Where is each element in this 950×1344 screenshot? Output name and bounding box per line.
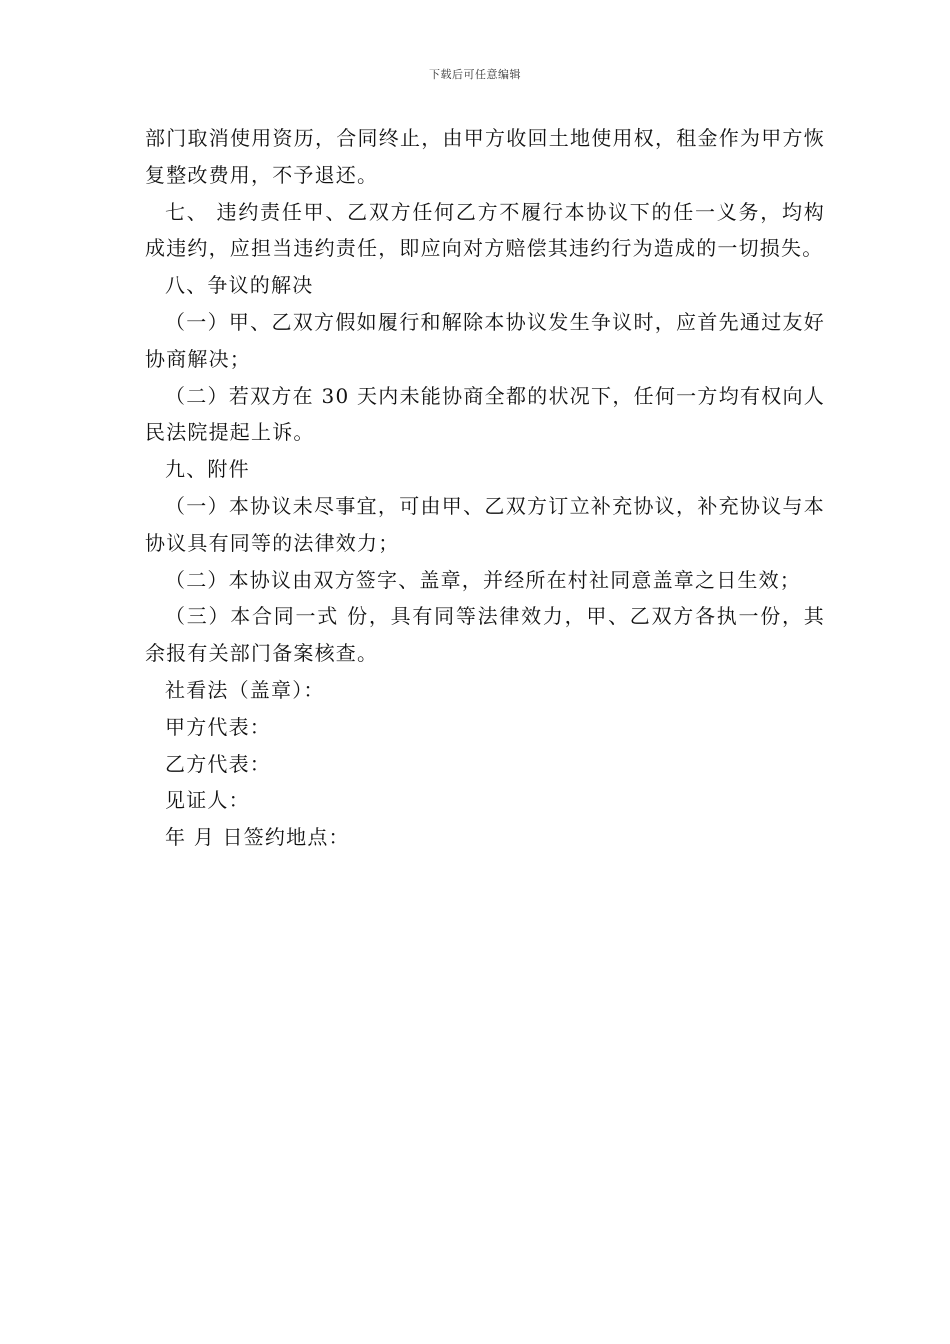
paragraph-dispute-lawsuit: （二）若双方在 30 天内未能协商全都的状况下，任何一方均有权向人民法院提起上诉。 — [145, 383, 825, 445]
section-heading-annex: 九、附件 — [165, 457, 250, 482]
signature-witness: 见证人： — [165, 788, 250, 813]
paragraph-dispute-negotiation: （一）甲、乙双方假如履行和解除本协议发生争议时，应首先通过友好协商解决； — [145, 309, 825, 371]
section-heading-dispute: 八、争议的解决 — [165, 273, 314, 298]
page-header: 下载后可任意编辑 — [429, 68, 521, 81]
document-body — [145, 120, 825, 856]
paragraph-termination: 部门取消使用资历，合同终止，由甲方收回土地使用权，租金作为甲方恢复整改费用，不予退还。 — [145, 126, 825, 187]
paragraph-breach-liability: 七、 违约责任甲、乙双方任何乙方不履行本协议下的任一义务，均构成违约，应担当违约责任，即应向对方赔偿其违约行为造成的一切损失。 — [145, 199, 825, 261]
paragraph-annex-effect: （二）本协议由双方签字、盖章，并经所在村社同意盖章之日生效； — [165, 567, 801, 592]
signature-party-a: 甲方代表： — [165, 714, 271, 739]
signature-village-seal: 社看法（盖章）： — [165, 677, 325, 702]
signature-party-b: 乙方代表： — [165, 751, 271, 776]
paragraph-annex-copies: （三）本合同一式 份，具有同等法律效力，甲、乙双方各执一份，其余报有关部门备案核查。 — [145, 604, 825, 666]
signature-date-place: 年 月 日签约地点： — [165, 825, 350, 850]
paragraph-annex-supplement: （一）本协议未尽事宜，可由甲、乙双方订立补充协议，补充协议与本协议具有同等的法律效力； — [145, 493, 825, 555]
